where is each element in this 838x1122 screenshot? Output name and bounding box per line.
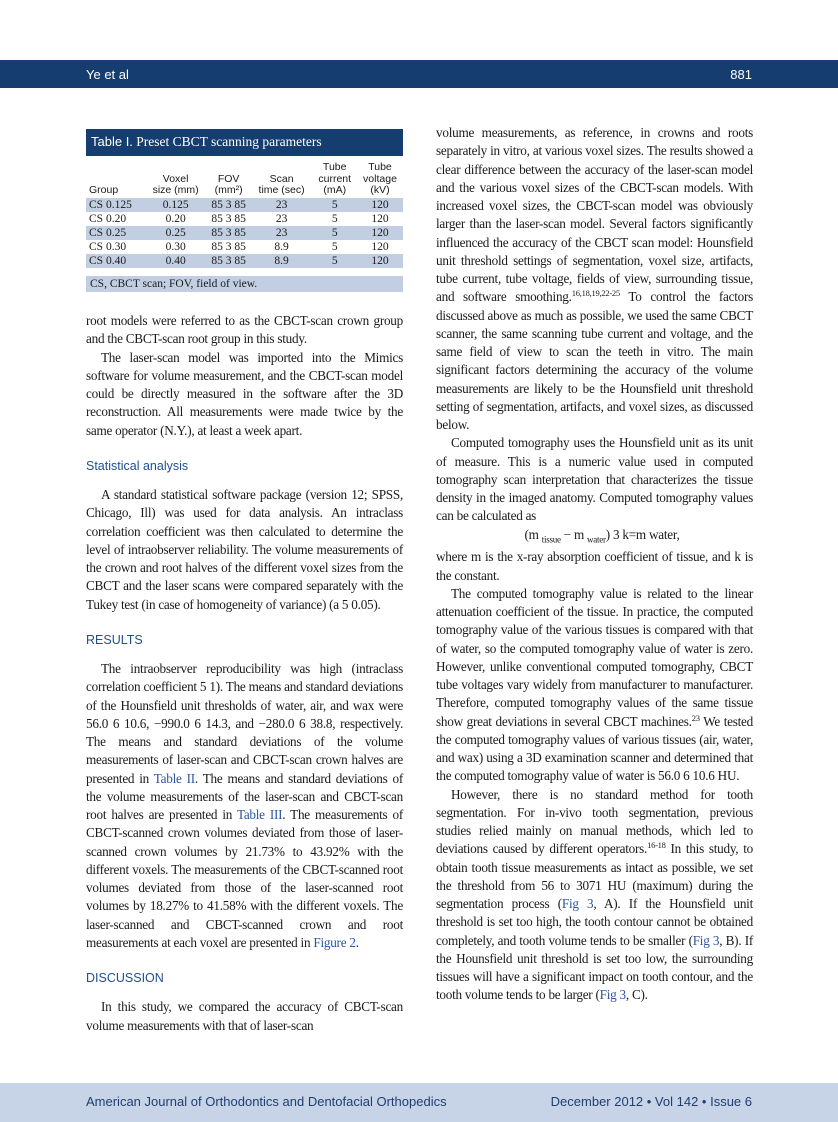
text-run: ) 3 k=m water,	[605, 526, 680, 542]
table-cell: 5	[312, 198, 357, 212]
citation-link[interactable]: 16-18	[647, 840, 666, 851]
paragraph	[436, 434, 753, 525]
table-cell: 5	[312, 226, 357, 240]
table-cell: 120	[357, 254, 403, 268]
column-header-line: voltage	[363, 172, 397, 185]
column-header-line: time (sec)	[258, 184, 305, 196]
column-header-line: Scan	[269, 172, 294, 185]
equation	[436, 526, 753, 549]
table-cell: 120	[371, 212, 389, 225]
text-run: In this study, to obtain tooth tissue measurements as intact as possible, we set the threshold from 56 to 3071 HU (maximum) during the segmentation process (	[436, 841, 753, 912]
table-row	[86, 226, 403, 240]
running-footer	[0, 1083, 838, 1122]
table-cell: 23	[251, 226, 313, 240]
text-run: where m is the x-ray absorption coefficient of tissue, and k is the constant.	[436, 549, 753, 583]
running-head: Ye et al	[86, 67, 129, 82]
table-cell: 0.30	[165, 240, 186, 253]
cross-reference-link[interactable]: Fig 3	[561, 896, 594, 912]
table-grid	[86, 162, 403, 268]
cross-reference-link[interactable]: Table III	[236, 807, 283, 822]
table-cell: 85 3 85	[206, 226, 250, 240]
table-cell: CS 0.20	[89, 212, 127, 225]
column-header	[357, 162, 403, 198]
table-cell: 0.20	[165, 212, 186, 225]
paragraph	[86, 486, 403, 614]
text-run: The intraobserver reproducibility was high (intraclass correlation coefficient 5 1). The means and standard deviations of the Hounsfield unit thresholds of water, air, and wax were 56.0 6 10.6, −990.0 6 14.3, and −280.0 6 38.8, respectively. The means and standard deviations of the volume measurements of laser-scan and CBCT-scan crown halves are presented in	[86, 661, 403, 786]
section-heading: Statistical analysis	[86, 458, 189, 473]
table-cell: 5	[331, 212, 338, 225]
citation-link[interactable]: 16,18,19,22-25	[571, 288, 620, 299]
paragraph	[436, 585, 753, 786]
table-cell: 23	[275, 212, 288, 225]
section-heading: RESULTS	[86, 632, 143, 647]
paragraph	[86, 312, 403, 349]
table-cell: CS 0.25	[86, 226, 145, 240]
table-cell: 0.25	[145, 226, 207, 240]
column-header-line: Voxel	[162, 172, 189, 185]
table-cell: CS 0.125	[86, 198, 145, 212]
table-cell: 120	[357, 226, 403, 240]
table-cell: 0.125	[145, 198, 207, 212]
table-footnote: CS, CBCT scan; FOV, field of view.	[86, 276, 403, 292]
column-header-line: size (mm)	[152, 184, 199, 196]
table-cell: CS 0.30	[89, 240, 127, 253]
table-row	[86, 212, 403, 226]
column-header-line: current	[318, 172, 352, 185]
text-run: We tested the computed tomography values of various tissues (air, water, and wax) using a 3D examination scanner and determined that the computed tomography value of water is 56.0 6 10.6 HU.	[436, 713, 753, 784]
text-run: The computed tomography value is related to the linear attenuation coefficient of the tissue. In practice, the computed tomography value of the various tissues is compared with that of water, so the computed tomography value of water is zero. However, unlike conventional computed tomography, CBCT tube voltages vary widely from manufacturer to manufacturer. Therefore, computed tomography values of the same tissue show great deviations in several CBCT machines.	[436, 585, 753, 729]
paragraph	[86, 349, 403, 440]
column-header	[251, 162, 313, 198]
column-header-line: (mA)	[323, 184, 347, 196]
table-cell: 85 3 85	[211, 212, 246, 225]
text-run: − m	[560, 526, 588, 542]
cross-reference-link[interactable]: Figure 2	[313, 934, 356, 950]
table-cell: 23	[251, 198, 313, 212]
column-header-line: Tube	[322, 161, 347, 173]
table-title: Table I. Preset CBCT scanning parameters	[86, 129, 403, 156]
text-run: In this study, we compared the accuracy of CBCT-scan volume measurements with that of laser-scan	[86, 999, 403, 1033]
table-cell: 5	[312, 254, 357, 268]
column-header	[145, 162, 207, 198]
table-row	[86, 240, 403, 254]
left-column	[86, 312, 403, 1035]
table-cell: 8.9	[251, 254, 313, 268]
table-row	[86, 198, 403, 212]
text-run: .	[355, 934, 359, 950]
paragraph	[436, 786, 753, 1005]
text-run: root models were referred to as the CBCT-scan crown group and the CBCT-scan root group in this study.	[86, 313, 403, 347]
issue-info: December 2012 • Vol 142 • Issue 6	[550, 1094, 752, 1109]
table-cell: 0.40	[145, 254, 207, 268]
text-run: , A). If the Hounsfield unit threshold is set too high, the tooth contour cannot be obtained completely, and tooth volume tends to be smaller (	[436, 896, 753, 948]
page-number: 881	[730, 67, 752, 82]
table-cell: 85 3 85	[206, 198, 250, 212]
text-run: volume measurements, as reference, in crowns and roots separately in vitro, at various voxel sizes. The results showed a clear difference between the accuracy of the laser-scan model and the various voxel sizes of the CBCT-scan models. With increased voxel sizes, the CBCT-scan model was obviously larger than the laser-scan model. Several factors significantly influenced the accuracy of the CBCT scan model: Hounsfield unit threshold settings of segmentation, voxel size, artifacts, tube current, tube voltage, fields of view, surrounding tissue, and software smoothing.	[436, 125, 753, 305]
cross-reference-link[interactable]: Fig 3	[599, 987, 626, 1003]
column-header-line: Group	[89, 184, 119, 196]
column-header-line: (kV)	[370, 184, 390, 196]
column-header	[206, 162, 250, 198]
text-run: To control the factors discussed above as much as possible, we used the same CBCT scanner, the same scanning tube current and voltage, and the same field of view to scan the teeth in vitro. The main significant factors determining the accuracy of the volume measurements are likely to be the Hounsfield unit threshold setting of segmentation, artifacts, and voxel sizes, as discussed below.	[436, 289, 753, 432]
section-heading: DISCUSSION	[86, 971, 164, 985]
text-run: Computed tomography uses the Hounsfield unit as its unit of measure. This is a numeric value used in computed tomography scan interpretation that characterizes the tissue density in the imaged anatomy. Computed tomography values can be calculated as	[436, 435, 753, 524]
cross-reference-link[interactable]: Fig 3	[692, 932, 720, 948]
paragraph	[86, 660, 403, 952]
paragraph	[86, 998, 403, 1035]
table-cell: CS 0.40	[86, 254, 145, 268]
journal-name: American Journal of Orthodontics and Dentofacial Orthopedics	[86, 1094, 447, 1109]
column-header-line: FOV	[217, 172, 240, 185]
table-cell: 8.9	[274, 240, 289, 253]
table-cell: 120	[371, 240, 389, 253]
text-run: (m	[524, 526, 542, 542]
table-cell: 5	[331, 240, 338, 253]
table-cell: 120	[357, 198, 403, 212]
column-header	[86, 162, 145, 198]
table-row	[86, 254, 403, 268]
paragraph	[436, 124, 753, 434]
column-header-line: (mm²)	[214, 184, 243, 196]
text-run: A standard statistical software package (version 12; SPSS, Chicago, Ill) was used for data analysis. An intraclass correlation coefficient was then calculated to determine the level of intraobserver reliability. The volume measurements of the crown and root halves of the different voxel sizes from the CBCT and the laser scans were compared separately with the Tukey test (in case of homogeneity of variance) (a 5 0.05).	[86, 487, 403, 612]
cross-reference-link[interactable]: Table II	[153, 770, 195, 786]
text-run: . The means and standard deviations of the volume measurements of the laser-scan and CBCT-scan root halves are presented in	[86, 770, 403, 822]
subscript: water	[587, 534, 606, 545]
table-cell: 85 3 85	[211, 240, 246, 253]
table-cell: 85 3 85	[206, 254, 250, 268]
table-1	[86, 129, 403, 292]
subscript: tissue	[541, 534, 561, 545]
text-run: , B). If the Hounsfield unit threshold is set too low, the surrounding tissues will have a significant impact on tooth contour, and the tooth volume tends to be larger (	[436, 932, 753, 1003]
right-column	[436, 124, 753, 1005]
paragraph	[436, 548, 753, 585]
text-run: The laser-scan model was imported into the Mimics software for volume measurement, and the CBCT-scan model could be directly measured in the software after the 3D reconstruction. All measurements were made twice by the same operator (N.Y.), at least a week apart.	[86, 349, 403, 438]
column-header-line: Tube	[368, 161, 392, 173]
column-header	[312, 162, 357, 198]
text-run: However, there is no standard method for tooth segmentation. For in-vivo tooth segmentation, previous studies relied mainly on manual methods, which led to deviations caused by different operators.	[436, 786, 753, 857]
text-run: , C).	[625, 987, 648, 1003]
citation-link[interactable]: 23	[691, 712, 700, 723]
running-header	[0, 60, 838, 88]
text-run: . The measurements of CBCT-scanned crown volumes deviated from those of laser-scanned crown volumes by 21.73% to 43.92% with the different voxels. The measurements of the CBCT-scanned root volumes deviated from those of the laser-scanned root volumes by 18.27% to 41.58% with the different voxels. The laser-scanned and CBCT-scanned crown and root measurements at each voxel are presented in	[86, 807, 403, 950]
